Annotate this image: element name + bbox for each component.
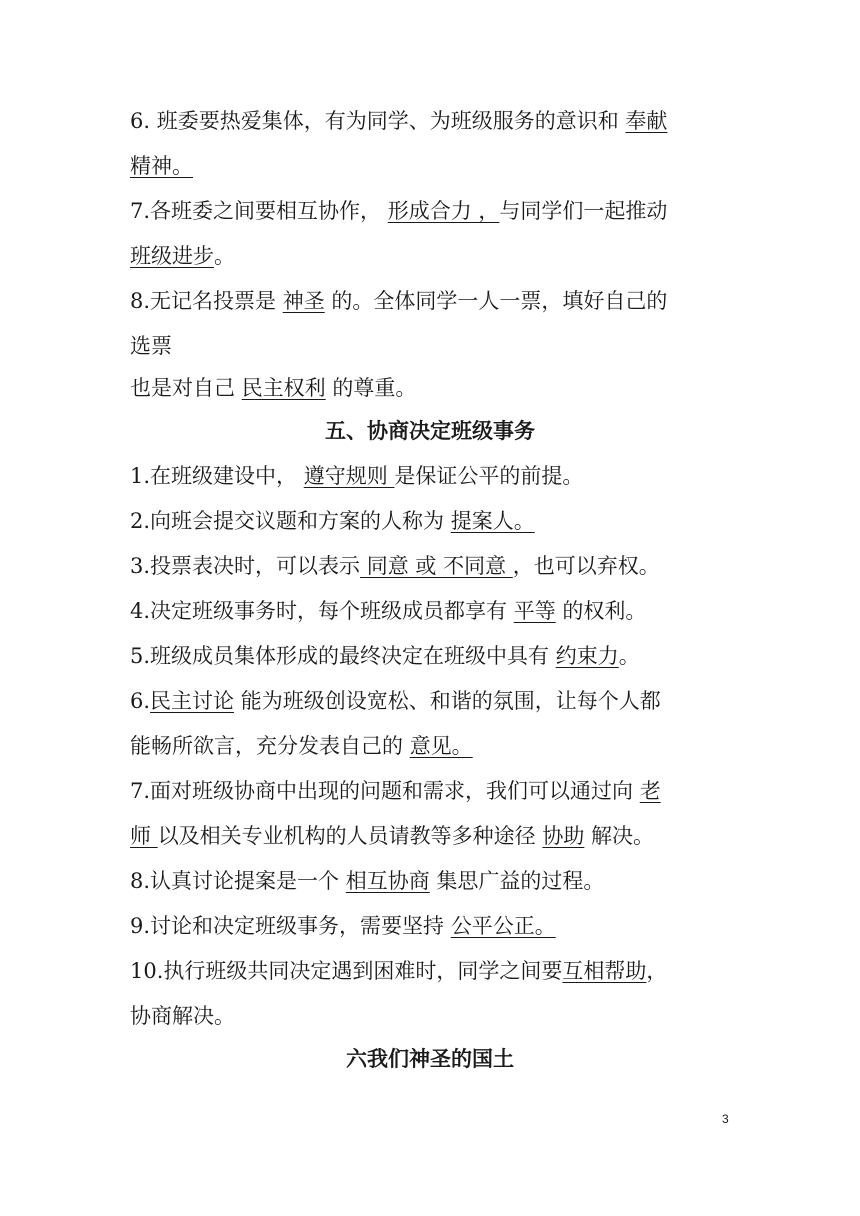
text-line: 6.民主讨论 能为班级创设宽松、和谐的氛围，让每个人都 (130, 689, 661, 713)
text-line: 7.各班委之间要相互协作， 形成合力 ，与同学们一起推动 (130, 199, 668, 223)
text-line: 10.执行班级共同决定遇到困难时，同学之间要互相帮助， (130, 959, 668, 983)
document-body (130, 108, 730, 1091)
text-line: 5.班级成员集体形成的最终决定在班级中具有 约束力。 (130, 644, 640, 668)
text-line: 3.投票表决时，可以表示 同意 或 不同意 ，也可以弃权。 (130, 554, 660, 578)
text-line: 8.认真讨论提案是一个 相互协商 集思广益的过程。 (130, 869, 605, 893)
text-line: 1.在班级建设中， 遵守规则 是保证公平的前提。 (130, 464, 584, 488)
text-line: 协商解决。 (130, 1004, 235, 1028)
text-line: 能畅所欲言，充分发表自己的 意见。 (130, 734, 473, 758)
text-line: 师 以及相关专业机构的人员请教等多种途径 协助 解决。 (130, 824, 655, 848)
text-line: 精神。 (130, 154, 193, 178)
text-line: 7.面对班级协商中出现的问题和需求，我们可以通过向 老 (130, 779, 661, 803)
section-heading: 六我们神圣的国土 (346, 1047, 514, 1071)
text-line: 班级进步。 (130, 244, 235, 268)
text-line: 4.决定班级事务时，每个班级成员都享有 平等 的权利。 (130, 599, 647, 623)
text-line: 选票 (130, 334, 172, 358)
text-line: 也是对自己 民主权利 的尊重。 (130, 376, 417, 400)
section-heading: 五、协商决定班级事务 (325, 419, 535, 443)
page-number: 3 (722, 1112, 729, 1126)
text-line: 8.无记名投票是 神圣 的。全体同学一人一票，填好自己的 (130, 289, 668, 313)
text-line: 2.向班会提交议题和方案的人称为 提案人。 (130, 509, 535, 533)
text-line: 9.讨论和决定班级事务，需要坚持 公平公正。 (130, 914, 556, 938)
text-line: 6. 班委要热爱集体，有为同学、为班级服务的意识和 奉献 (130, 109, 668, 133)
